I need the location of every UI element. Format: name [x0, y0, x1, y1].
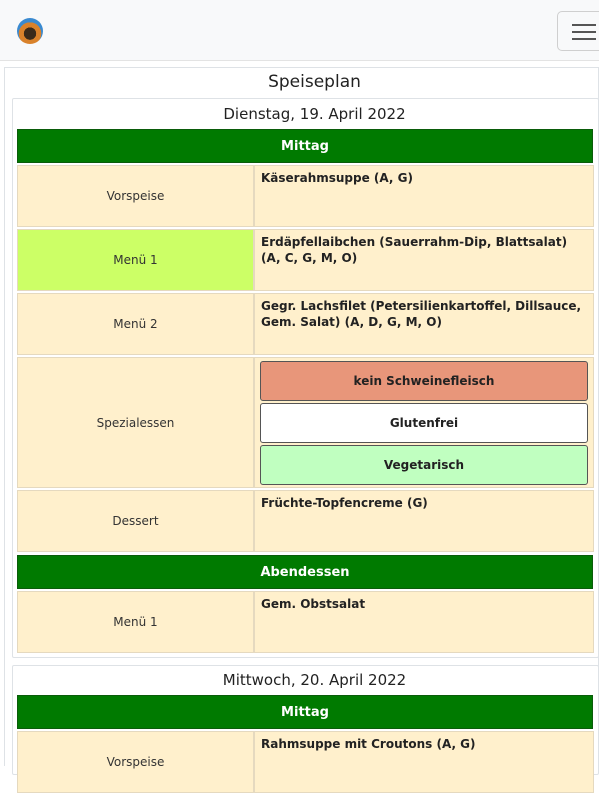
- navbar: [0, 0, 599, 61]
- course-dish: Erdäpfellaibchen (Sauerrahm-Dip, Blattsalat) (A, C, G, M, O): [254, 229, 594, 291]
- meal-header-mittag: Mittag: [17, 129, 593, 163]
- page-title: Speiseplan: [268, 72, 361, 92]
- course-label-menu-1[interactable]: Menü 1: [17, 229, 254, 291]
- hamburger-menu-button[interactable]: [557, 11, 599, 51]
- course-dish: Käserahmsuppe (A, G): [254, 165, 594, 227]
- course-label-menu-1[interactable]: Menü 1: [17, 591, 254, 653]
- option-gluten-free-button[interactable]: Glutenfrei: [260, 403, 588, 443]
- course-dish: Früchte-Topfencreme (G): [254, 490, 594, 552]
- option-vegetarian-button[interactable]: Vegetarisch: [260, 445, 588, 485]
- option-no-pork-button[interactable]: kein Schweinefleisch: [260, 361, 588, 401]
- logo-icon[interactable]: [17, 18, 43, 44]
- course-label-spezialessen: Spezialessen: [17, 357, 254, 488]
- course-label-vorspeise: Vorspeise: [17, 165, 254, 227]
- course-label-dessert: Dessert: [17, 490, 254, 552]
- hamburger-line: [572, 31, 596, 33]
- day-title: Dienstag, 19. April 2022: [223, 105, 406, 123]
- day-title: Mittwoch, 20. April 2022: [222, 671, 407, 689]
- meal-header-mittag: Mittag: [17, 695, 593, 729]
- hamburger-line: [572, 38, 596, 40]
- course-dish: Rahmsuppe mit Croutons (A, G): [254, 731, 594, 793]
- course-label-vorspeise: Vorspeise: [17, 731, 254, 793]
- meal-header-abendessen: Abendessen: [17, 555, 593, 589]
- hamburger-menu-icon: [572, 24, 596, 26]
- course-dish: Gem. Obstsalat: [254, 591, 594, 653]
- course-dish: Gegr. Lachsfilet (Petersilienkartoffel, Dillsauce, Gem. Salat) (A, D, G, M, O): [254, 293, 594, 355]
- course-label-menu-2[interactable]: Menü 2: [17, 293, 254, 355]
